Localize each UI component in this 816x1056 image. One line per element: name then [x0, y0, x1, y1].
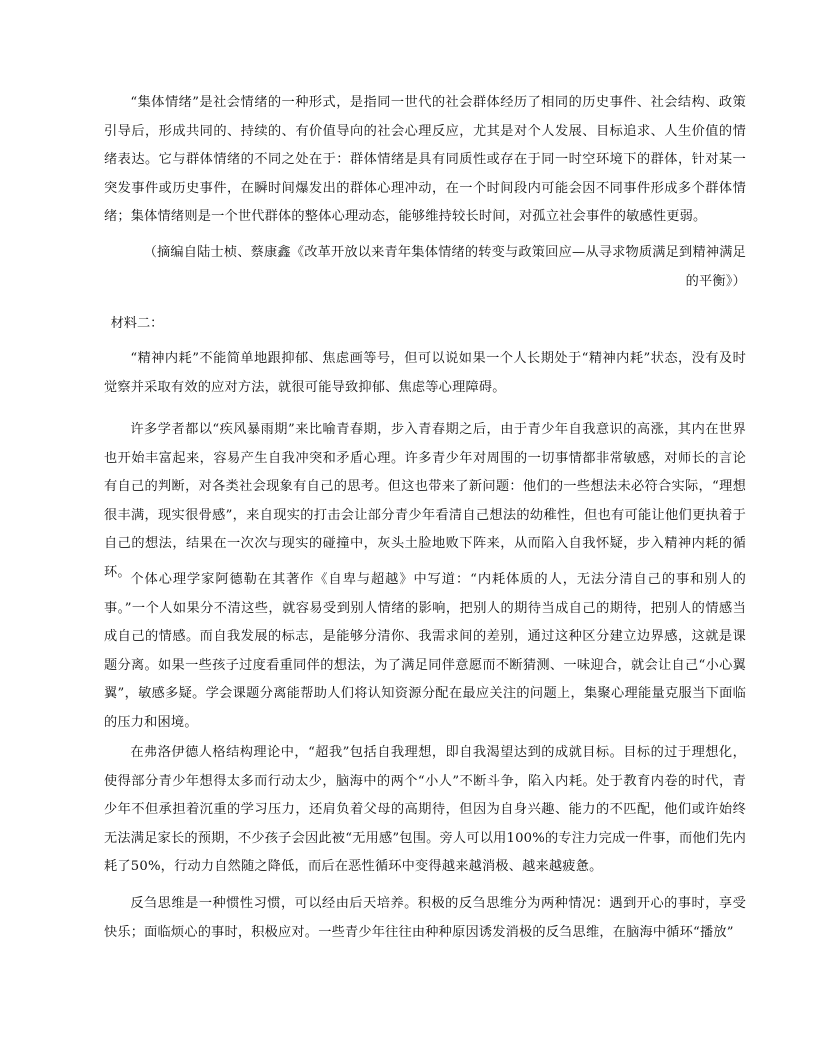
citation-line-1: （摘编自陆士桢、蔡康鑫《改革开放以来青年集体情绪的转变与政策回应—从寻求物质满足到精神满足	[143, 245, 746, 260]
paragraph-rumination: 反刍思维是一种惯性习惯，可以经由后天培养。积极的反刍思维分为两种情况：遇到开心的事时，享受快乐；面临烦心的事时，积极应对。一些青少年往往由种种原因诱发消极的反刍思维，在脑海中循环“播放”	[104, 896, 746, 940]
citation	[104, 239, 746, 296]
paragraph-mental-exhaustion: “精神内耗”不能简单地跟抑郁、焦虑画等号，但可以说如果一个人长期处于“精神内耗”状态，没有及时觉察并采取有效的应对方法，就很可能导致抑郁、焦虑等心理障碍。	[104, 351, 746, 395]
material-two-label: 材料二：	[110, 316, 164, 331]
paragraph-freud: 在弗洛伊德人格结构理论中，“超我”包括自我理想，即自我渴望达到的成就目标。目标的过于理想化，使得部分青少年想得太多而行动太少，脑海中的两个“小人”不断斗争，陷入内耗。处于教育内卷的时代，青少年不但承担着沉重的学习压力，还肩负着父母的高期待，但因为自身兴趣、能力的不匹配，他们或许始终无法满足家长的预期，不少孩子会因此被“无用感”包围。旁人可以用100%的专注力完成一件事，而他们先内耗了50%，行动力自然随之降低，而后在恶性循环中变得越来越消极、越来越疲惫。	[104, 745, 746, 875]
paragraph-adler: 个体心理学家阿德勒在其著作《自卑与超越》中写道：“内耗体质的人，无法分清自己的事和别人的事。”一个人如果分不清这些，就容易受到别人情绪的影响，把别人的期待当成自己的期待，把别人的情感当成自己的情感。而自我发展的标志，是能够分清你、我需求间的差别，通过这种区分建立边界感，这就是课题分离。如果一些孩子过度看重同伴的想法，为了满足同伴意愿而不断猜测、一味迎合，就会让自己“小心翼翼”，敏感多疑。学会课题分离能帮助人们将认知资源分配在最应关注的问题上，集聚心理能量克服当下面临的压力和困境。	[104, 572, 746, 730]
paragraph-adolescence: 许多学者都以“疾风暴雨期”来比喻青春期，步入青春期之后，由于青少年自我意识的高涨，其内在世界也开始丰富起来，容易产生自我冲突和矛盾心理。许多青少年对周围的一切事情都非常敏感，对师长的言论有自己的判断，对各类社会现象有自己的思考。但这也带来了新问题：他们的一些想法未必符合实际，“理想很丰满，现实很骨感”，来自现实的打击会让部分青少年看清自己想法的幼稚性，但也有可能让他们更执着于自己的想法，结果在一次次与现实的碰撞中，灰头土脸地败下阵来，从而陷入自我怀疑，步入精神内耗的循环。	[104, 422, 746, 580]
paragraph-collective-emotion: “集体情绪”是社会情绪的一种形式，是指同一世代的社会群体经历了相同的历史事件、社会结构、政策引导后，形成共同的、持续的、有价值导向的社会心理反应，尤其是对个人发展、目标追求、人生价值的情绪表达。它与群体情绪的不同之处在于：群体情绪是具有同质性或存在于同一时空环境下的群体，针对某一突发事件或历史事件，在瞬时间爆发出的群体心理冲动，在一个时间段内可能会因不同事件形成多个群体情绪；集体情绪则是一个世代群体的整体心理动态，能够维持较长时间，对孤立社会事件的敏感性更弱。	[104, 95, 746, 225]
citation-line-2: 的平衡》）	[685, 273, 746, 289]
